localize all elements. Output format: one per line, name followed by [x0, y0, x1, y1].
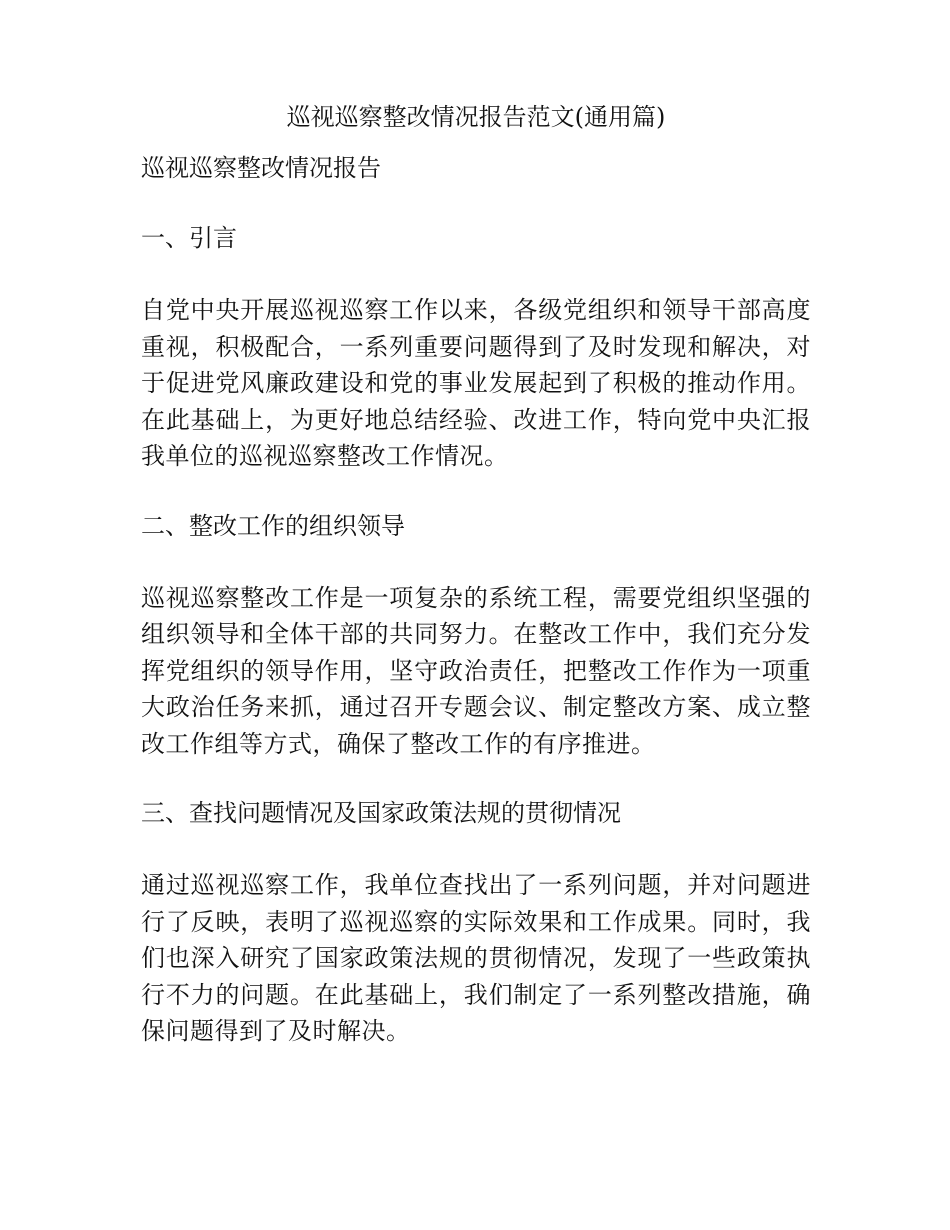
document-title: 巡视巡察整改情况报告范文(通用篇)	[286, 103, 666, 131]
section-heading-organization: 二、整改工作的组织领导	[141, 511, 405, 540]
report-subtitle: 巡视巡察整改情况报告	[141, 154, 381, 182]
section-paragraph-introduction: 自党中央开展巡视巡察工作以来，各级党组织和领导干部高度重视，积极配合，一系列重要问题得到了及时发现和解决，对于促进党风廉政建设和党的事业发展起到了积极的推动作用。在此基础上，为更好地总结经验、改进工作，特向党中央汇报我单位的巡视巡察整改工作情况。	[141, 296, 811, 470]
document-body	[141, 100, 811, 1050]
section-paragraph-problems: 通过巡视巡察工作，我单位查找出了一系列问题，并对问题进行了反映，表明了巡视巡察的实际效果和工作成果。同时，我们也深入研究了国家政策法规的贯彻情况，发现了一些政策执行不力的问题。在此基础上，我们制定了一系列整改措施，确保问题得到了及时解决。	[141, 871, 811, 1045]
section-heading-problems: 三、查找问题情况及国家政策法规的贯彻情况	[141, 799, 621, 827]
section-heading-introduction: 一、引言	[141, 224, 237, 252]
section-paragraph-organization: 巡视巡察整改工作是一项复杂的系统工程，需要党组织坚强的组织领导和全体干部的共同努力。在整改工作中，我们充分发挥党组织的领导作用，坚守政治责任，把整改工作作为一项重大政治任务来抓，通过召开专题会议、制定整改方案、成立整改工作组等方式，确保了整改工作的有序推进。	[141, 583, 811, 758]
